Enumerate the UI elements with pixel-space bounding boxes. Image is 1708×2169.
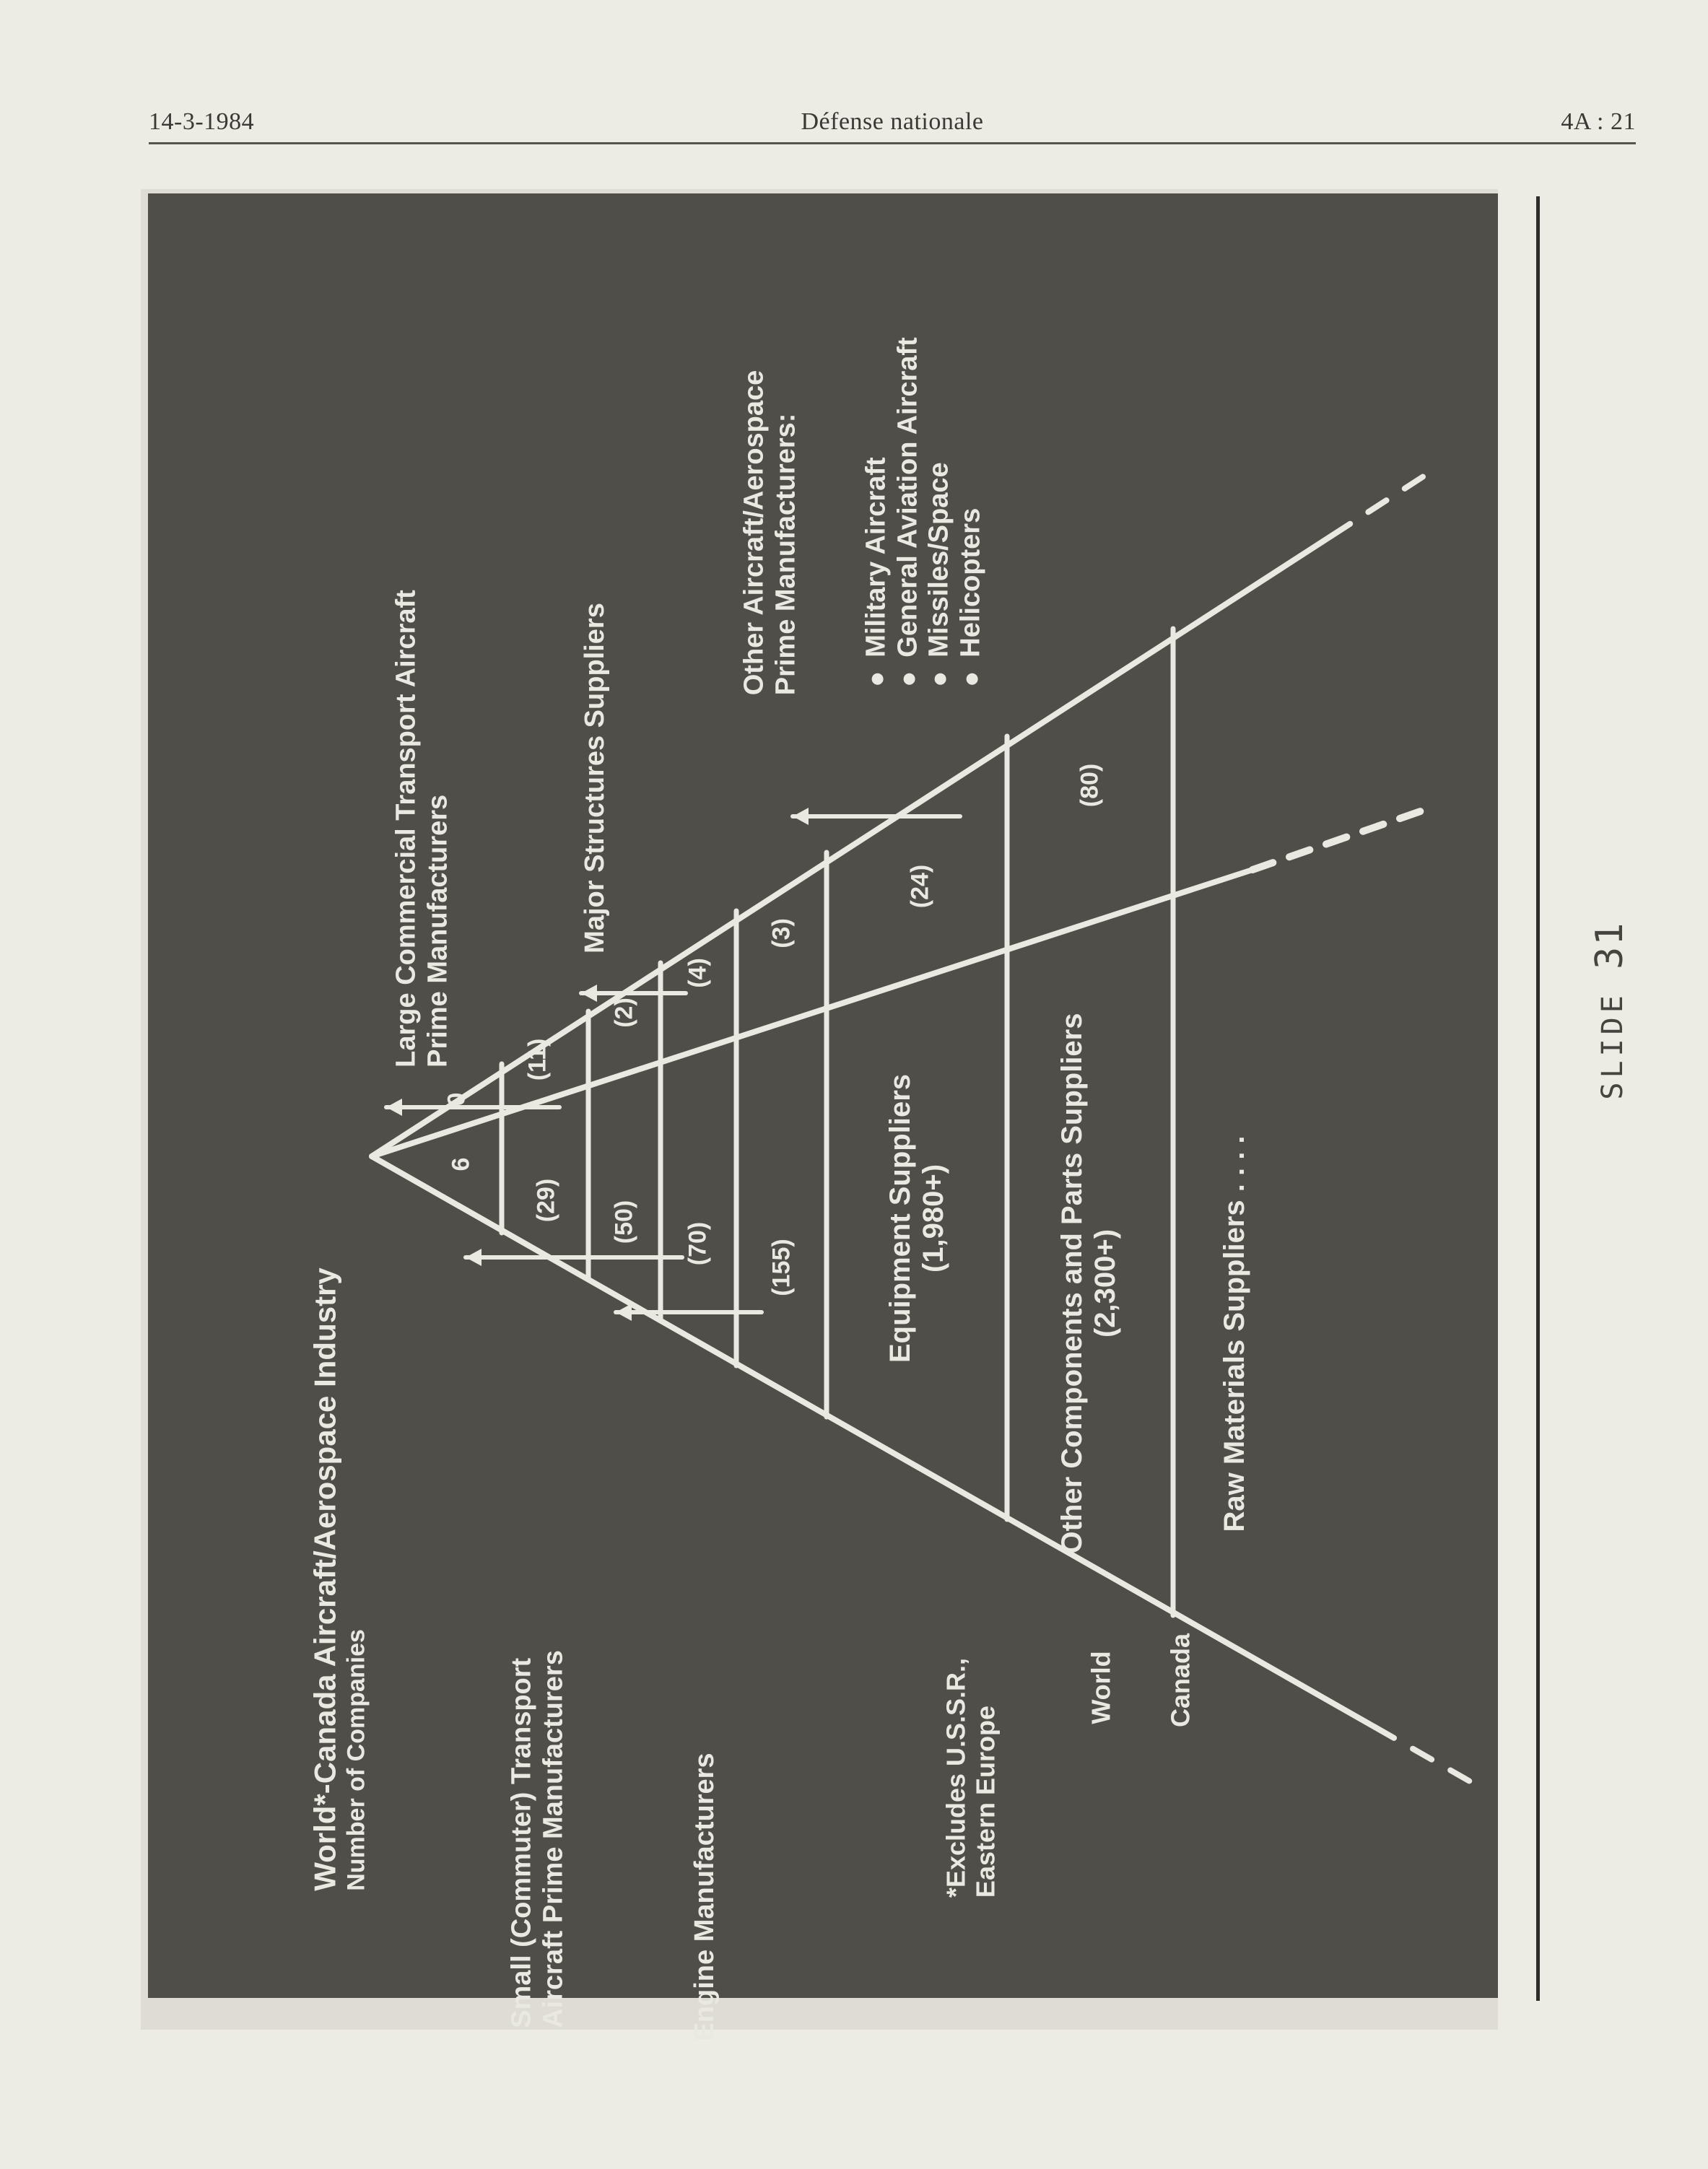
figure-footnote: *Excludes U.S.S.R., Eastern Europe: [941, 1657, 1001, 1898]
list-item: Missiles/Space: [924, 337, 956, 684]
world-canada-divider-dashed: [1252, 807, 1433, 870]
tier-4-canada-count: (4): [684, 958, 712, 988]
equipment-label: Equipment Suppliers: [884, 1073, 916, 1363]
header-page-number: 4A : 21: [1561, 108, 1636, 135]
components-label: Other Components and Parts Suppliers: [1056, 1013, 1088, 1554]
components-world-count: (2,300+): [1089, 1228, 1121, 1338]
list-item: Military Aircraft: [861, 337, 893, 684]
tier-5-canada-count: (3): [767, 918, 796, 948]
figure-title: World*-Canada Aircraft/Aerospace Industry: [308, 1267, 342, 1891]
legend-canada: Canada: [1165, 1633, 1195, 1728]
list-item: General Aviation Aircraft: [892, 337, 924, 684]
tier-2-canada-count: (11): [523, 1038, 552, 1081]
pyramid-right-edge-dashed: [1332, 466, 1440, 536]
header-rule: [149, 142, 1636, 144]
figure-subtitle: Number of Companies: [342, 1629, 370, 1891]
page-header: [149, 108, 1636, 144]
vertical-rule: [1536, 196, 1540, 2001]
label-other-primes: Other Aircraft/Aerospace Prime Manufacturers:: [738, 370, 801, 696]
tier-1-canada-count: 0: [443, 1092, 471, 1107]
slide-label-number: 31: [1588, 921, 1631, 970]
components-canada-count: (80): [1076, 763, 1104, 808]
header-date: 14-3-1984: [149, 108, 255, 135]
label-major-structures: Major Structures Suppliers: [580, 603, 611, 953]
tier-5-world-count: (155): [767, 1239, 796, 1296]
raw-materials-label: Raw Materials Suppliers . . . .: [1219, 1135, 1250, 1532]
label-small-commuter: Small (Commuter) Transport Aircraft Prime Manufacturers: [506, 1650, 568, 2028]
figure-title-block: [308, 1267, 370, 1891]
tier-2-world-count: (29): [532, 1178, 560, 1223]
equipment-world-count: (1,980+): [918, 1164, 949, 1273]
other-primes-list: [861, 337, 988, 684]
tier-3-canada-count: (2): [610, 998, 638, 1028]
label-engine-manufacturers: Engine Manufacturers: [689, 1753, 720, 2041]
header-title: Défense nationale: [801, 108, 984, 135]
equipment-canada-count: (24): [906, 864, 934, 909]
label-large-commercial: Large Commercial Transport Aircraft Prime Manufacturers: [391, 590, 453, 1068]
pyramid-left-edge-dashed: [1375, 1727, 1476, 1785]
components-suppliers-block: [1055, 1013, 1122, 1553]
list-item: Helicopters: [956, 337, 988, 684]
equipment-suppliers-block: [884, 1074, 950, 1363]
slide-label-text: SLIDE: [1596, 991, 1629, 1100]
tier-3-world-count: (50): [610, 1200, 638, 1244]
tier-1-world-count: 6: [447, 1157, 475, 1171]
slide-number-label: [1588, 921, 1631, 1099]
pyramid-right-edge: [372, 536, 1332, 1156]
slide-image: [148, 193, 1498, 2041]
tier-4-world-count: (70): [684, 1221, 712, 1266]
legend-world: World: [1086, 1651, 1116, 1724]
